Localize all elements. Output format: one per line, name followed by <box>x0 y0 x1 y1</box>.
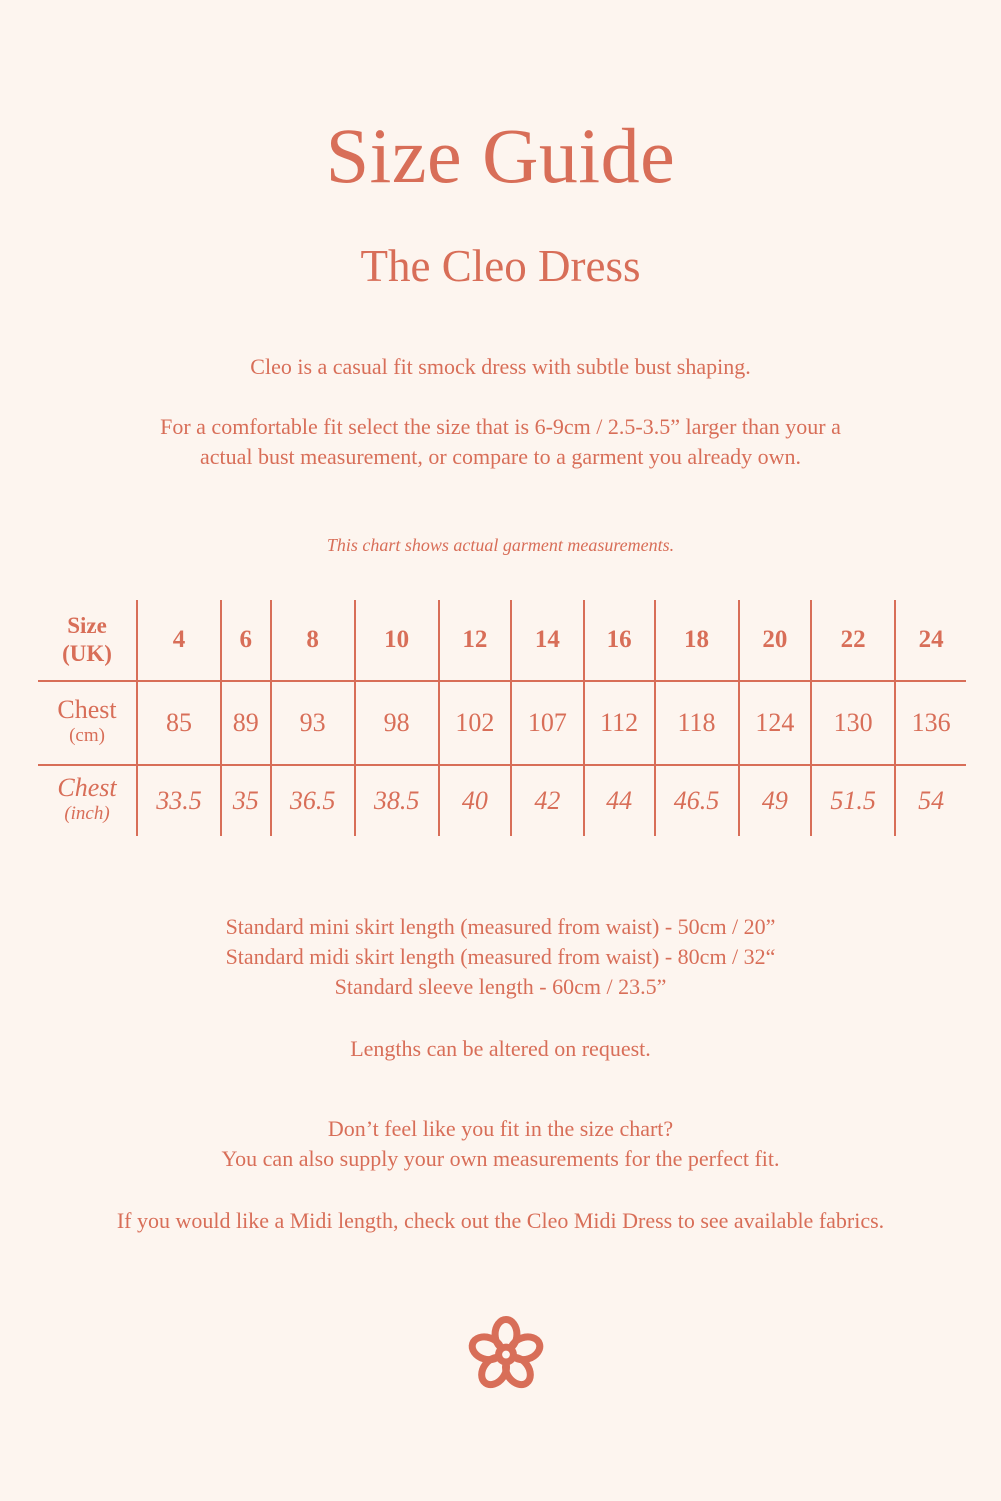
size-unit: (UK) <box>62 641 112 666</box>
size-cell: 14 <box>511 600 584 681</box>
page-title: Size Guide <box>325 112 676 199</box>
chest-inch-cell: 54 <box>895 765 966 836</box>
size-cell: 10 <box>355 600 439 681</box>
size-cell: 24 <box>895 600 966 681</box>
fit-advice <box>0 412 1001 472</box>
size-cell: 16 <box>584 600 655 681</box>
midi-length: Standard midi skirt length (measured from waist) - 80cm / 32“ <box>225 944 776 969</box>
size-cell: 12 <box>439 600 512 681</box>
flower-icon <box>467 1314 545 1392</box>
custom-fit-line-2: You can also supply your own measurements for the perfect fit. <box>221 1146 780 1171</box>
chest-inch-cell: 46.5 <box>655 765 739 836</box>
chest-cm-label <box>38 681 137 765</box>
chest-inch-cell: 51.5 <box>811 765 895 836</box>
chest-inch-cell: 40 <box>439 765 512 836</box>
fit-advice-line-1: For a comfortable fit select the size that is 6-9cm / 2.5-3.5” larger than your a <box>160 414 841 439</box>
chest-inch-row <box>38 765 966 836</box>
chest-cm-cell: 89 <box>221 681 271 765</box>
standard-lengths <box>0 912 1001 1002</box>
custom-fit-line-1: Don’t feel like you fit in the size chart? <box>327 1116 674 1141</box>
cm-unit: (cm) <box>69 725 105 746</box>
size-label: Size <box>67 613 107 638</box>
mini-length: Standard mini skirt length (measured from waist) - 50cm / 20” <box>225 914 776 939</box>
sleeve-length: Standard sleeve length - 60cm / 23.5” <box>334 974 667 999</box>
size-table <box>38 600 966 836</box>
chest-label: Chest <box>57 773 117 802</box>
chest-inch-cell: 35 <box>221 765 271 836</box>
chest-cm-cell: 136 <box>895 681 966 765</box>
intro-description: Cleo is a casual fit smock dress with subtle bust shaping. <box>250 354 751 379</box>
size-header-row <box>38 600 966 681</box>
midi-dress-note: If you would like a Midi length, check out the Cleo Midi Dress to see available fabrics. <box>116 1208 885 1233</box>
chest-cm-cell: 124 <box>739 681 812 765</box>
chest-inch-cell: 38.5 <box>355 765 439 836</box>
chest-inch-cell: 36.5 <box>271 765 355 836</box>
chest-cm-cell: 112 <box>584 681 655 765</box>
chest-cm-cell: 85 <box>137 681 221 765</box>
alteration-note: Lengths can be altered on request. <box>350 1036 651 1061</box>
chest-cm-cell: 98 <box>355 681 439 765</box>
size-cell: 4 <box>137 600 221 681</box>
chest-inch-cell: 49 <box>739 765 812 836</box>
chest-cm-cell: 107 <box>511 681 584 765</box>
fit-advice-line-2: actual bust measurement, or compare to a garment you already own. <box>199 444 802 469</box>
size-cell: 20 <box>739 600 812 681</box>
size-cell: 22 <box>811 600 895 681</box>
size-cell: 6 <box>221 600 271 681</box>
chart-note: This chart shows actual garment measurements. <box>326 535 675 555</box>
chest-inch-cell: 33.5 <box>137 765 221 836</box>
chest-cm-cell: 93 <box>271 681 355 765</box>
chest-cm-cell: 130 <box>811 681 895 765</box>
inch-unit: (inch) <box>64 803 110 824</box>
product-name: The Cleo Dress <box>360 241 641 291</box>
chest-cm-row <box>38 681 966 765</box>
size-cell: 18 <box>655 600 739 681</box>
size-row-label <box>38 600 137 681</box>
chest-inch-label <box>38 765 137 836</box>
chest-inch-cell: 42 <box>511 765 584 836</box>
chest-label: Chest <box>57 695 117 724</box>
custom-fit-note <box>0 1114 1001 1174</box>
size-cell: 8 <box>271 600 355 681</box>
chest-inch-cell: 44 <box>584 765 655 836</box>
chest-cm-cell: 102 <box>439 681 512 765</box>
chest-cm-cell: 118 <box>655 681 739 765</box>
